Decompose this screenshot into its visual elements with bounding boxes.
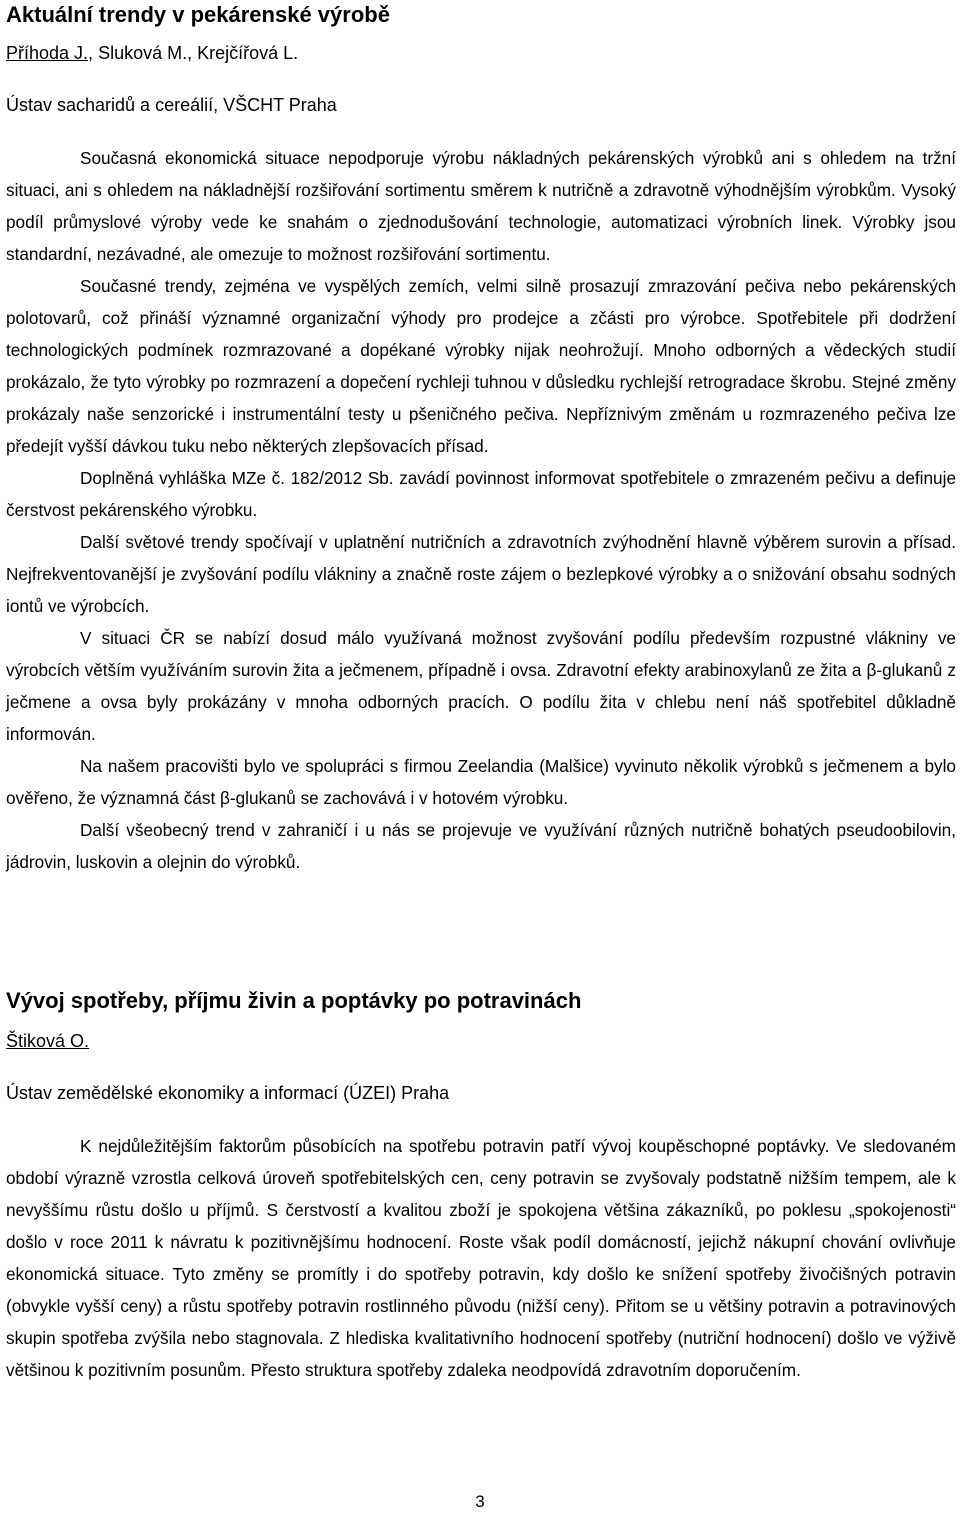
author-separator: , bbox=[187, 43, 198, 63]
section-2-body bbox=[6, 1130, 956, 1386]
author-1: Štiková O. bbox=[6, 1031, 90, 1051]
section-1-title: Aktuální trendy v pekárenské výrobě bbox=[6, 2, 390, 27]
paragraph: Další všeobecný trend v zahraničí i u nás se projevuje ve využívání různých nutričně bohatých pseudoobilovin, jádrovin, luskovin a olejnin do výrobků. bbox=[6, 820, 956, 872]
section-1-body bbox=[6, 142, 956, 878]
author-separator: , bbox=[88, 43, 99, 63]
author-3: Krejčířová L. bbox=[197, 43, 299, 63]
paragraph: V situaci ČR se nabízí dosud málo využívaná možnost zvyšování podílu především rozpustné vlákniny ve výrobcích větším využíváním surovin žita a ječmenem, případně i ovsa. Zdravotní efekty arabinoxylanů ze žita a β-glukanů z ječmene a ovsa byly prokázány v mnoha odborných pracích. O podílu žita v chlebu není náš spotřebitel důkladně informován. bbox=[6, 628, 956, 744]
paragraph: Další světové trendy spočívají v uplatnění nutričních a zdravotních zvýhodnění hlavně výběrem surovin a přísad. Nejfrekventovanější je zvyšování podílu vlákniny a značně roste zájem o bezlepkové výrobky a o snižování obsahu sodných iontů ve výrobcích. bbox=[6, 532, 956, 616]
section-2-title: Vývoj spotřeby, příjmu živin a poptávky po potravinách bbox=[6, 988, 582, 1013]
paragraph: Současná ekonomická situace nepodporuje výrobu nákladných pekárenských výrobků ani s ohledem na tržní situaci, ani s ohledem na nákladnější rozšiřování sortimentu směrem k nutričně a zdravotně výhodnějším výrobkům. Vysoký podíl průmyslové výroby vede ke snahám o zjednodušování technologie, automatizaci výrobních linek. Výrobky jsou standardní, nezávadné, ale omezuje to možnost rozšiřování sortimentu. bbox=[6, 148, 956, 264]
section-1-authors bbox=[6, 42, 298, 64]
paragraph: K nejdůležitějším faktorům působících na spotřebu potravin patří vývoj koupěschopné poptávky. Ve sledovaném období výrazně vzrostla celková úroveň spotřebitelských cen, ceny potravin se zvyšovaly podstatně nižším tempem, ale k nevyššímu růstu došlo u příjmů. S čerstvostí a kvalitou zboží je spokojena většina zákazníků, po poklesu „spokojenosti“ došlo v roce 2011 k návratu k pozitivnějšímu hodnocení. Roste však podíl domácností, jejichž nákupní chování ovlivňuje ekonomická situace. Tyto změny se promítly i do spotřeby potravin, kdy došlo ke snížení spotřeby živočišných potravin (obvykle vyšší ceny) a růstu spotřeby potravin rostlinného původu (nižší ceny). Přitom se u většiny potravin a potravinových skupin spotřeba zvýšila nebo stagnovala. Z hlediska kvalitativního hodnocení spotřeby (nutriční hodnocení) došlo ve výživě většinou k pozitivním posunům. Přesto struktura spotřeby zdaleka neodpovídá zdravotním doporučením. bbox=[6, 1136, 956, 1380]
section-2-institution: Ústav zemědělské ekonomiky a informací (ÚZEI) Praha bbox=[6, 1083, 450, 1103]
paragraph: Doplněná vyhláška MZe č. 182/2012 Sb. zavádí povinnost informovat spotřebitele o zmrazeném pečivu a definuje čerstvost pekárenského výrobku. bbox=[6, 468, 956, 520]
section-1-institution: Ústav sacharidů a cereálií, VŠCHT Praha bbox=[6, 95, 337, 115]
author-2: Sluková M. bbox=[98, 43, 188, 63]
section-2-authors bbox=[6, 1030, 89, 1052]
paragraph: Na našem pracovišti bylo ve spolupráci s firmou Zeelandia (Malšice) vyvinuto několik výrobků s ječmenem a bylo ověřeno, že významná část β-glukanů se zachovává i v hotovém výrobku. bbox=[6, 756, 956, 808]
author-1: Příhoda J. bbox=[6, 43, 89, 63]
page-number: 3 bbox=[475, 1492, 485, 1511]
paragraph: Současné trendy, zejména ve vyspělých zemích, velmi silně prosazují zmrazování pečiva nebo pekárenských polotovarů, což přináší významné organizační výhody pro prodejce a zčásti pro výrobce. Spotřebitele při dodržení technologických podmínek rozmrazované a dopékané výrobky nijak neohrožují. Mnoho odborných a vědeckých studií prokázalo, že tyto výrobky po rozmrazení a dopečení rychleji tuhnou v důsledku rychlejší retrogradace škrobu. Stejné změny prokázaly naše senzorické i instrumentální testy u pšeničného pečiva. Nepříznivým změnám u rozmrazeného pečiva lze předejít vyšší dávkou tuku nebo některých zlepšovacích přísad. bbox=[6, 276, 956, 456]
